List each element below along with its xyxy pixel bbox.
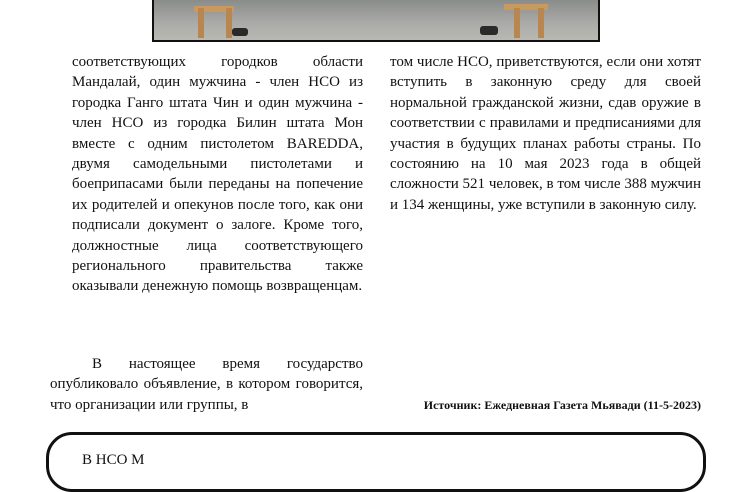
left-paragraph-1: соответствующих городков области Мандалай, один мужчина - член НСО из городка Ганго штата Чин и один мужчина - член НСО из городка Билин штата Мон вместе с одним пистолетом BAREDDA, двумя самодельными пистолетами и боеприпасами были переданы на попечение их родителей и опекунов после того, как они подписали документ о залоге. Кроме того, должностные лица соответствующего регионального правительства также оказывали денежную помощь возвращенцам. [72, 54, 363, 295]
source-citation: Источник: Ежедневная Газета Мьявади (11-5-2023) [423, 398, 701, 412]
news-photo [152, 0, 600, 42]
left-paragraph-2: В настоящее время государство опубликовало объявление, в котором говорится, что организации или группы, в [50, 356, 363, 413]
photo-shoe [480, 26, 498, 35]
photo-stool-leg [514, 8, 520, 38]
right-column [390, 52, 701, 215]
photo-stool-leg [198, 8, 204, 38]
photo-shoe [232, 28, 248, 36]
right-paragraph-1: том числе НСО, приветствуются, если они хотят вступить в законную среду для своей нормальной гражданской жизни, сдав оружие в соответствии с правилами и предписаниями для участия в будущих планах работы страны. По состоянию на 10 мая 2023 года в общей сложности 521 человек, в том числе 388 мужчин и 134 женщины, уже вступили в законную силу. [390, 54, 701, 213]
left-column [72, 52, 363, 297]
photo-stool-leg [538, 8, 544, 38]
boxed-note-text: В НСО М [82, 452, 145, 468]
